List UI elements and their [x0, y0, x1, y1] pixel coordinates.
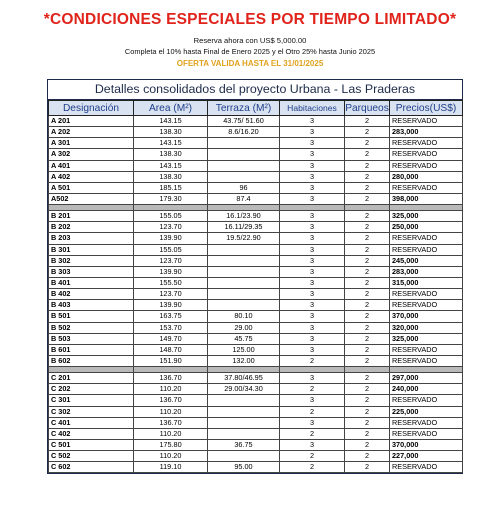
col-area: Area (M²): [134, 101, 208, 116]
habitaciones-cell: 3: [280, 255, 345, 266]
col-terraza: Terraza (M²): [208, 101, 280, 116]
terraza-cell: 29.00: [208, 322, 280, 333]
precio-cell: 225,000: [390, 406, 463, 417]
table-row: [49, 138, 463, 149]
table-row: [49, 255, 463, 266]
table-row: [49, 462, 463, 473]
habitaciones-cell: 3: [280, 222, 345, 233]
area-cell: 138.30: [134, 149, 208, 160]
parqueos-cell: 2: [345, 244, 390, 255]
precio-cell: RESERVADO: [390, 160, 463, 171]
designacion-cell: A 401: [49, 160, 134, 171]
table-row: [49, 193, 463, 204]
designacion-cell: B 201: [49, 211, 134, 222]
terraza-cell: 37.80/46.95: [208, 373, 280, 384]
reserve-text: Reserva ahora con US$ 5,000.00: [193, 36, 307, 45]
terraza-cell: 87.4: [208, 193, 280, 204]
area-cell: 151.90: [134, 355, 208, 366]
precio-cell: 325,000: [390, 211, 463, 222]
terraza-cell: 16.11/29.35: [208, 222, 280, 233]
habitaciones-cell: 3: [280, 160, 345, 171]
precio-cell: RESERVADO: [390, 182, 463, 193]
designacion-cell: B 203: [49, 233, 134, 244]
precio-cell: 283,000: [390, 266, 463, 277]
habitaciones-cell: 3: [280, 182, 345, 193]
area-cell: 153.70: [134, 322, 208, 333]
payment-terms: Completa el 10% hasta Final de Enero 2025 y el Otro 25% hasta Junio 2025: [124, 47, 376, 56]
parqueos-cell: 2: [345, 160, 390, 171]
parqueos-cell: 2: [345, 116, 390, 127]
designacion-cell: B 601: [49, 344, 134, 355]
parqueos-cell: 2: [345, 300, 390, 311]
precio-cell: 320,000: [390, 322, 463, 333]
header-row: [49, 101, 463, 116]
terraza-cell: 36.75: [208, 439, 280, 450]
area-cell: 136.70: [134, 417, 208, 428]
area-cell: 139.90: [134, 300, 208, 311]
table-row: [49, 373, 463, 384]
habitaciones-cell: 2: [280, 384, 345, 395]
habitaciones-cell: 3: [280, 116, 345, 127]
table-row: [49, 417, 463, 428]
parqueos-cell: 2: [345, 222, 390, 233]
precio-cell: 250,000: [390, 222, 463, 233]
table-row: [49, 311, 463, 322]
project-details-table: [47, 79, 463, 474]
table-row: [49, 322, 463, 333]
terraza-cell: 19.5/22.90: [208, 233, 280, 244]
habitaciones-cell: 3: [280, 266, 345, 277]
precio-cell: RESERVADO: [390, 344, 463, 355]
area-cell: 175.80: [134, 439, 208, 450]
designacion-cell: A502: [49, 193, 134, 204]
area-cell: 179.30: [134, 193, 208, 204]
parqueos-cell: 2: [345, 149, 390, 160]
table-row: [49, 439, 463, 450]
habitaciones-cell: 3: [280, 193, 345, 204]
parqueos-cell: 2: [345, 233, 390, 244]
terraza-cell: [208, 266, 280, 277]
designacion-cell: C 201: [49, 373, 134, 384]
habitaciones-cell: 3: [280, 333, 345, 344]
area-cell: 155.05: [134, 211, 208, 222]
offer-validity: OFERTA VALIDA HASTA EL 31/01/2025: [176, 59, 324, 68]
terraza-cell: [208, 160, 280, 171]
designacion-cell: B 303: [49, 266, 134, 277]
terraza-cell: [208, 395, 280, 406]
table-row: [49, 384, 463, 395]
precio-cell: 280,000: [390, 171, 463, 182]
parqueos-cell: 2: [345, 384, 390, 395]
designacion-cell: A 202: [49, 127, 134, 138]
parqueos-cell: 2: [345, 193, 390, 204]
area-cell: 110.20: [134, 428, 208, 439]
table-row: [49, 355, 463, 366]
designacion-cell: C 202: [49, 384, 134, 395]
designacion-cell: A 301: [49, 138, 134, 149]
terraza-cell: [208, 417, 280, 428]
designacion-cell: B 301: [49, 244, 134, 255]
parqueos-cell: 2: [345, 277, 390, 288]
area-cell: 139.90: [134, 233, 208, 244]
area-cell: 155.50: [134, 277, 208, 288]
table-row: [49, 211, 463, 222]
parqueos-cell: 2: [345, 439, 390, 450]
table-row: [49, 127, 463, 138]
table-row: [49, 428, 463, 439]
terraza-cell: 45.75: [208, 333, 280, 344]
habitaciones-cell: 3: [280, 211, 345, 222]
designacion-cell: B 202: [49, 222, 134, 233]
col-precios: Precios(US$): [390, 101, 463, 116]
area-cell: 123.70: [134, 222, 208, 233]
area-cell: 138.30: [134, 127, 208, 138]
area-cell: 155.05: [134, 244, 208, 255]
designacion-cell: C 301: [49, 395, 134, 406]
precio-cell: RESERVADO: [390, 355, 463, 366]
area-cell: 110.20: [134, 384, 208, 395]
terraza-cell: 43.75/ 51.60: [208, 116, 280, 127]
precio-cell: RESERVADO: [390, 138, 463, 149]
precio-cell: RESERVADO: [390, 289, 463, 300]
habitaciones-cell: 2: [280, 462, 345, 473]
precio-cell: 245,000: [390, 255, 463, 266]
terraza-cell: [208, 255, 280, 266]
area-cell: 136.70: [134, 373, 208, 384]
parqueos-cell: 2: [345, 138, 390, 149]
precio-cell: 227,000: [390, 451, 463, 462]
parqueos-cell: 2: [345, 451, 390, 462]
table-row: [49, 149, 463, 160]
parqueos-cell: 2: [345, 428, 390, 439]
col-designacion: Designación: [49, 101, 134, 116]
area-cell: 143.15: [134, 160, 208, 171]
table-row: [49, 222, 463, 233]
habitaciones-cell: 3: [280, 289, 345, 300]
habitaciones-cell: 2: [280, 355, 345, 366]
habitaciones-cell: 3: [280, 322, 345, 333]
parqueos-cell: 2: [345, 127, 390, 138]
terraza-cell: [208, 300, 280, 311]
designacion-cell: A 402: [49, 171, 134, 182]
parqueos-cell: 2: [345, 373, 390, 384]
table-title: Detalles consolidados del proyecto Urbana - Las Praderas: [48, 80, 462, 100]
parqueos-cell: 2: [345, 462, 390, 473]
area-cell: 163.75: [134, 311, 208, 322]
terraza-cell: 80.10: [208, 311, 280, 322]
area-cell: 138.30: [134, 171, 208, 182]
precio-cell: 240,000: [390, 384, 463, 395]
table-row: [49, 266, 463, 277]
terraza-cell: 125.00: [208, 344, 280, 355]
precio-cell: RESERVADO: [390, 244, 463, 255]
parqueos-cell: 2: [345, 266, 390, 277]
col-parqueos: Parqueos: [345, 102, 389, 114]
terraza-cell: 29.00/34.30: [208, 384, 280, 395]
designacion-cell: B 401: [49, 277, 134, 288]
designacion-cell: C 502: [49, 451, 134, 462]
precio-cell: 370,000: [390, 311, 463, 322]
habitaciones-cell: 3: [280, 171, 345, 182]
precio-cell: RESERVADO: [390, 233, 463, 244]
precio-cell: RESERVADO: [390, 417, 463, 428]
designacion-cell: B 402: [49, 289, 134, 300]
area-cell: 123.70: [134, 255, 208, 266]
precio-cell: RESERVADO: [390, 149, 463, 160]
table-row: [49, 406, 463, 417]
parqueos-cell: 2: [345, 171, 390, 182]
parqueos-cell: 2: [345, 182, 390, 193]
designacion-cell: C 302: [49, 406, 134, 417]
area-cell: 110.20: [134, 406, 208, 417]
designacion-cell: A 501: [49, 182, 134, 193]
habitaciones-cell: 2: [280, 428, 345, 439]
table-row: [49, 344, 463, 355]
terraza-cell: 95.00: [208, 462, 280, 473]
parqueos-cell: 2: [345, 406, 390, 417]
designacion-cell: A 302: [49, 149, 134, 160]
terraza-cell: [208, 451, 280, 462]
habitaciones-cell: 3: [280, 233, 345, 244]
parqueos-cell: 2: [345, 322, 390, 333]
precio-cell: 398,000: [390, 193, 463, 204]
parqueos-cell: 2: [345, 211, 390, 222]
area-cell: 143.15: [134, 138, 208, 149]
area-cell: 149.70: [134, 333, 208, 344]
parqueos-cell: 2: [345, 333, 390, 344]
terraza-cell: [208, 138, 280, 149]
precio-cell: 325,000: [390, 333, 463, 344]
table-row: [49, 333, 463, 344]
table-row: [49, 116, 463, 127]
area-cell: 185.15: [134, 182, 208, 193]
designacion-cell: B 502: [49, 322, 134, 333]
table-row: [49, 300, 463, 311]
habitaciones-cell: 3: [280, 373, 345, 384]
habitaciones-cell: 3: [280, 149, 345, 160]
habitaciones-cell: 3: [280, 244, 345, 255]
habitaciones-cell: 3: [280, 311, 345, 322]
precio-cell: RESERVADO: [390, 428, 463, 439]
table-row: [49, 182, 463, 193]
designacion-cell: C 401: [49, 417, 134, 428]
terraza-cell: 8.6/16.20: [208, 127, 280, 138]
area-cell: 148.70: [134, 344, 208, 355]
precio-cell: 370,000: [390, 439, 463, 450]
terraza-cell: [208, 244, 280, 255]
parqueos-cell: 2: [345, 395, 390, 406]
habitaciones-cell: 3: [280, 395, 345, 406]
precio-cell: RESERVADO: [390, 116, 463, 127]
precio-cell: 283,000: [390, 127, 463, 138]
table-row: [49, 233, 463, 244]
table-row: [49, 277, 463, 288]
designacion-cell: B 503: [49, 333, 134, 344]
table-row: [49, 171, 463, 182]
habitaciones-cell: 3: [280, 439, 345, 450]
table-row: [49, 395, 463, 406]
precio-cell: 297,000: [390, 373, 463, 384]
precio-cell: RESERVADO: [390, 462, 463, 473]
terraza-cell: 16.1/23.90: [208, 211, 280, 222]
terraza-cell: 132.00: [208, 355, 280, 366]
area-cell: 119.10: [134, 462, 208, 473]
precio-cell: 315,000: [390, 277, 463, 288]
terraza-cell: 96: [208, 182, 280, 193]
habitaciones-cell: 3: [280, 344, 345, 355]
designacion-cell: B 602: [49, 355, 134, 366]
habitaciones-cell: 3: [280, 138, 345, 149]
table-row: [49, 289, 463, 300]
parqueos-cell: 2: [345, 311, 390, 322]
area-cell: 123.70: [134, 289, 208, 300]
designacion-cell: B 302: [49, 255, 134, 266]
table-row: [49, 160, 463, 171]
designacion-cell: B 403: [49, 300, 134, 311]
habitaciones-cell: 3: [280, 277, 345, 288]
terraza-cell: [208, 428, 280, 439]
habitaciones-cell: 2: [280, 451, 345, 462]
table-row: [49, 451, 463, 462]
terraza-cell: [208, 171, 280, 182]
table-body: [49, 116, 463, 473]
designacion-cell: A 201: [49, 116, 134, 127]
col-habitaciones: Habitaciones: [280, 101, 345, 116]
designacion-cell: B 501: [49, 311, 134, 322]
designacion-cell: C 402: [49, 428, 134, 439]
precio-cell: RESERVADO: [390, 395, 463, 406]
terraza-cell: [208, 277, 280, 288]
terraza-cell: [208, 149, 280, 160]
precio-cell: RESERVADO: [390, 300, 463, 311]
parqueos-cell: 2: [345, 289, 390, 300]
area-cell: 143.15: [134, 116, 208, 127]
area-cell: 136.70: [134, 395, 208, 406]
table-row: [49, 244, 463, 255]
habitaciones-cell: 2: [280, 406, 345, 417]
promo-headline: *CONDICIONES ESPECIALES POR TIEMPO LIMITADO*: [43, 11, 457, 28]
parqueos-cell: 2: [345, 344, 390, 355]
parqueos-cell: 2: [345, 255, 390, 266]
area-cell: 139.90: [134, 266, 208, 277]
terraza-cell: [208, 289, 280, 300]
parqueos-cell: 2: [345, 417, 390, 428]
area-cell: 110.20: [134, 451, 208, 462]
habitaciones-cell: 3: [280, 127, 345, 138]
parqueos-cell: 2: [345, 355, 390, 366]
habitaciones-cell: 3: [280, 300, 345, 311]
terraza-cell: [208, 406, 280, 417]
designacion-cell: C 501: [49, 439, 134, 450]
designacion-cell: C 602: [49, 462, 134, 473]
habitaciones-cell: 3: [280, 417, 345, 428]
